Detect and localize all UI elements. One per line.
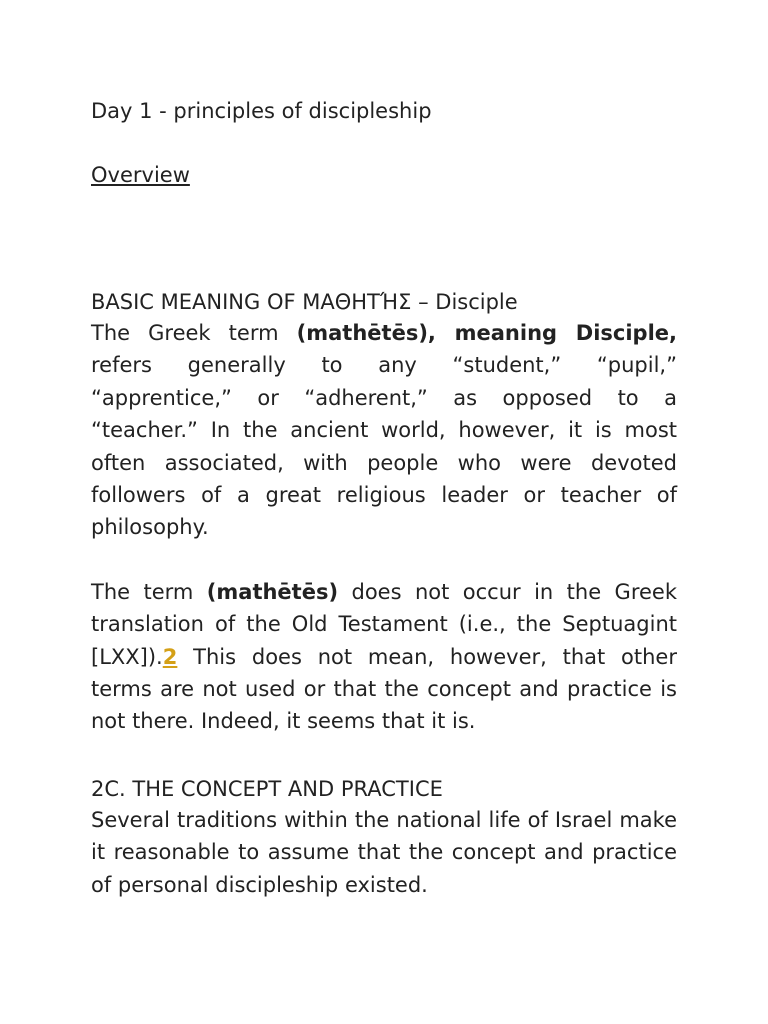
p1-rest: refers generally to any “student,” “pupil,” “apprentice,” or “adherent,” as opposed to a “teacher.” In the ancient world, however, it is most often associated, with people who were devoted followers of a great religious leader or teacher of philosophy.	[91, 353, 677, 540]
page-title: Day 1 - principles of discipleship	[91, 99, 432, 123]
paragraph-basic-meaning	[91, 317, 677, 544]
basic-meaning-heading: BASIC MEANING OF ΜΑΘΗΤΉΣ – Disciple	[91, 290, 518, 314]
overview-heading: Overview	[91, 163, 190, 187]
p1-term: (mathētēs), meaning Disciple,	[296, 321, 678, 345]
p1-lead: The Greek term	[91, 321, 297, 345]
concept-practice-heading: 2C. THE CONCEPT AND PRACTICE	[91, 776, 443, 801]
paragraph-concept-practice: Several traditions within the national life of Israel make it reasonable to assume that the concept and practice of personal discipleship existed.	[91, 807, 677, 897]
p2-term: (mathētēs)	[206, 579, 339, 604]
p2-rest: This does not mean, however, that other terms are not used or that the concept and practice is not there. Indeed, it seems that it is.	[91, 644, 677, 734]
p2-mid: does not occur in the Greek translation of the Old Testament (i.e., the Septuagint [LXX]).	[91, 579, 677, 669]
paragraph-septuagint	[91, 576, 677, 738]
document-page	[91, 96, 677, 901]
footnote-link[interactable]: 2	[162, 644, 178, 669]
p2-lead: The term	[91, 579, 207, 604]
spacer	[91, 544, 677, 576]
